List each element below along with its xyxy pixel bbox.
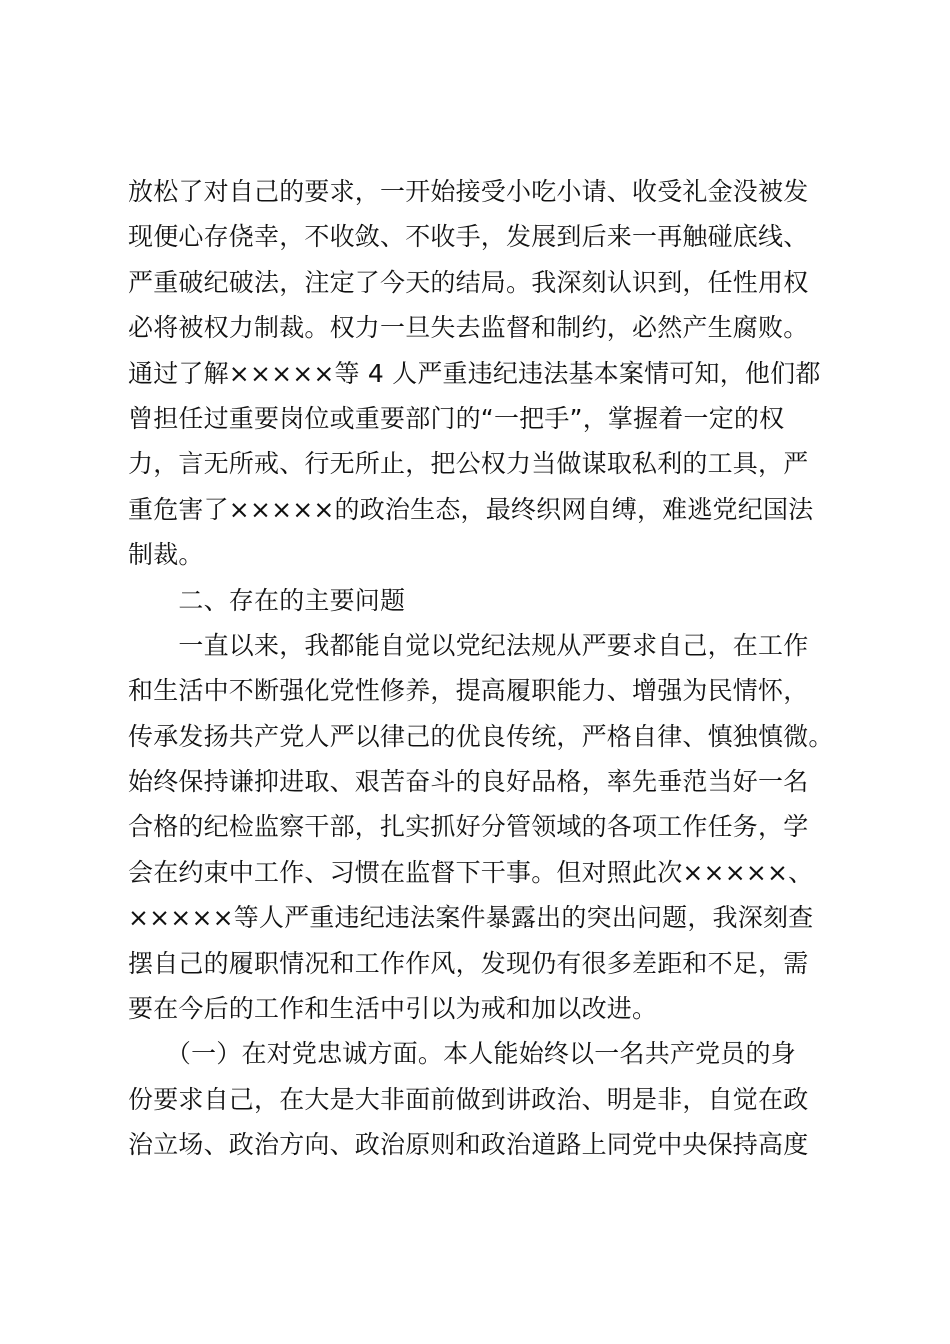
subsection-line: （一）在对党忠诚方面。本人能始终以一名共产党员的身 [128,1039,796,1069]
text-line: 治立场、政治方向、政治原则和政治道路上同党中央保持高度 [128,1130,809,1160]
text-line: 力，言无所戒、行无所止，把公权力当做谋取私利的工具，严 [128,449,809,479]
text-line: 份要求自己，在大是大非面前做到讲政治、明是非，自觉在政 [128,1084,809,1114]
text-line: 合格的纪检监察干部，扎实抓好分管领域的各项工作任务，学 [128,812,809,842]
text-line: 曾担任过重要岗位或重要部门的“一把手”，掌握着一定的权 [128,403,785,433]
text-line: 通过了解×××××等 4 人严重违纪违法基本案情可知，他们都 [128,358,821,388]
text-line: 严重破纪破法，注定了今天的结局。我深刻认识到，任性用权 [128,267,809,297]
text-line: 放松了对自己的要求，一开始接受小吃小请、收受礼金没被发 [128,177,809,206]
text-line: 必将被权力制裁。权力一旦失去监督和制约，必然产生腐败。 [128,313,809,343]
text-line: 要在今后的工作和生活中引以为戒和加以改进。 [128,994,658,1024]
text-line: 和生活中不断强化党性修养，提高履职能力、增强为民情怀， [128,676,809,706]
text-line: 一直以来，我都能自觉以党纪法规从严要求自己，在工作 [128,630,809,660]
text-line: 重危害了×××××的政治生态，最终织网自缚，难逃党纪国法 [128,494,814,524]
text-line: 始终保持谦抑进取、艰苦奋斗的良好品格，率先垂范当好一名 [128,767,809,797]
text-line: 会在约束中工作、习惯在监督下干事。但对照此次×××××、 [128,857,814,887]
text-line: 传承发扬共产党人严以律己的优良传统，严格自律、慎独慎微。 [128,721,834,751]
text-line: ×××××等人严重违纪违法案件暴露出的突出问题，我深刻查 [128,903,814,933]
document-body [128,169,834,1168]
text-line: 摆自己的履职情况和工作作风，发现仍有很多差距和不足，需 [128,948,809,978]
text-line: 制裁。 [128,540,204,570]
text-line: 现便心存侥幸，不收敛、不收手，发展到后来一再触碰底线、 [128,222,809,252]
section-heading: 二、存在的主要问题 [128,585,406,615]
